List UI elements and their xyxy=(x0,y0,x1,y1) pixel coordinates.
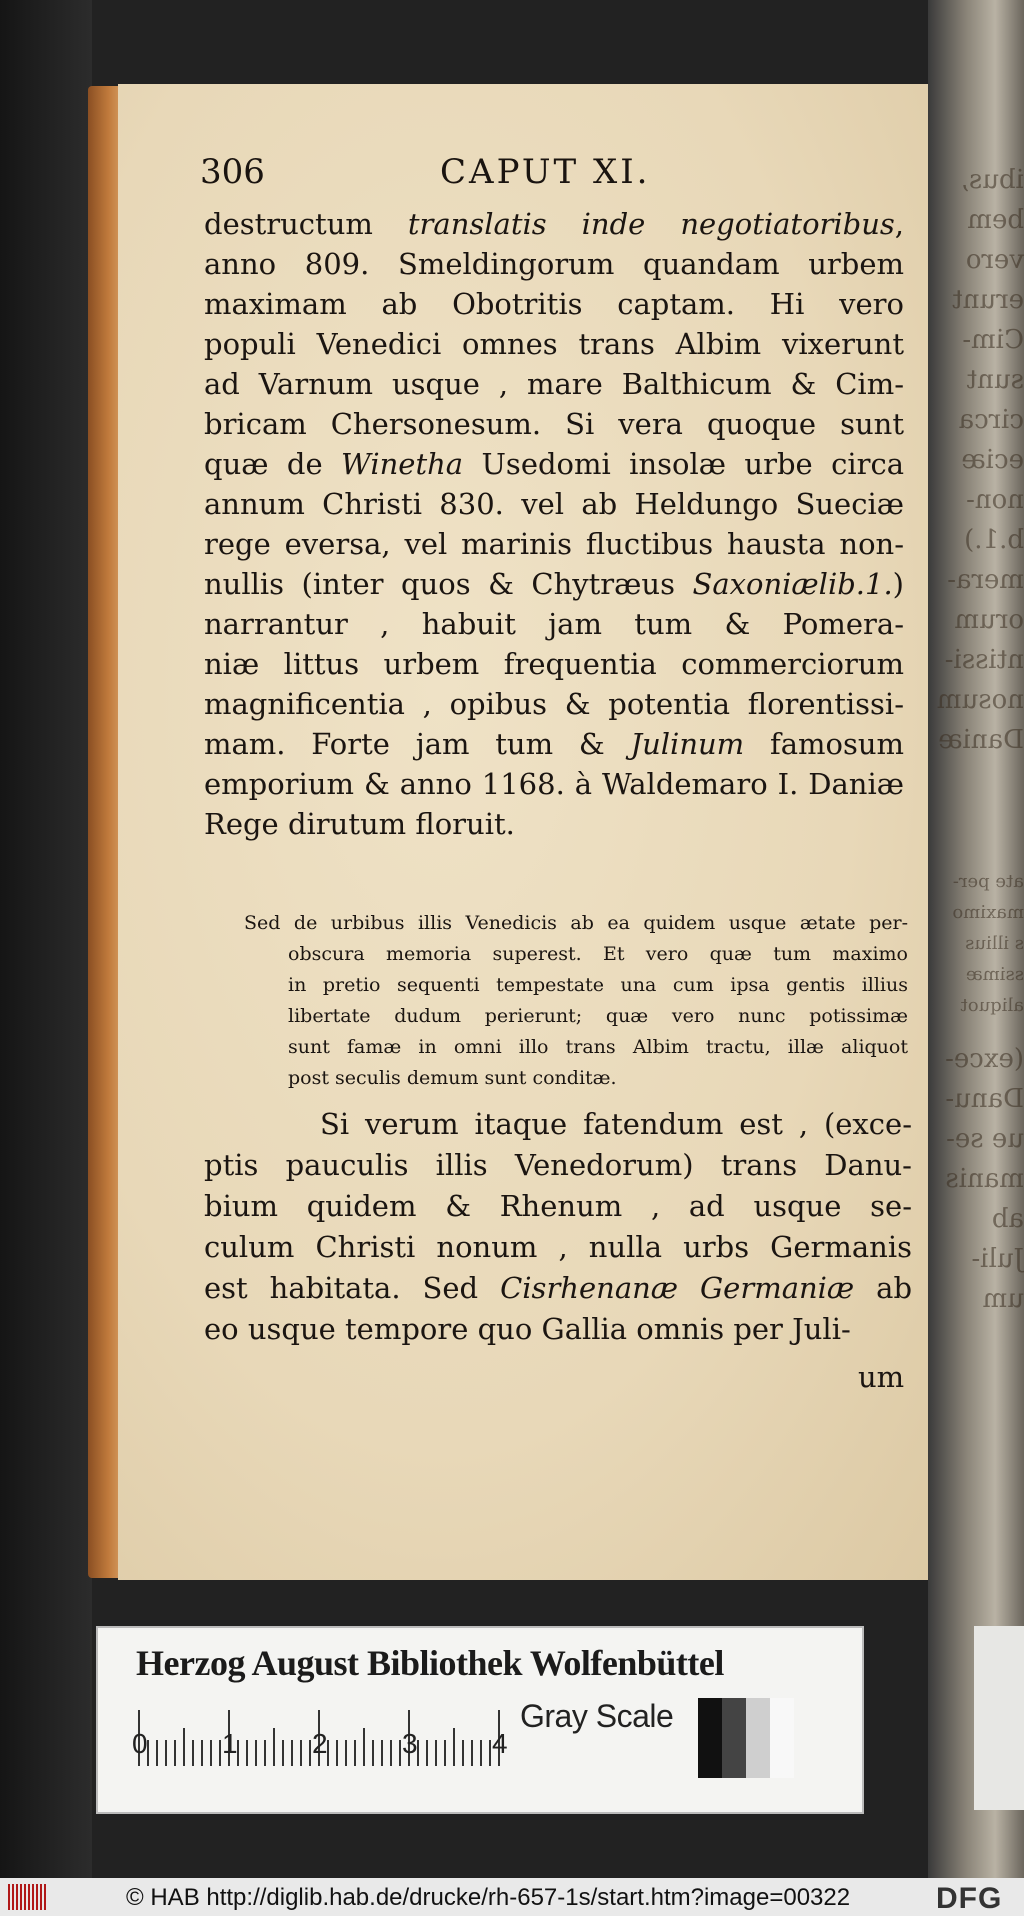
show-through-line: Danu- xyxy=(945,1084,1024,1114)
ruler-number: 2 xyxy=(312,1728,328,1759)
barcode-icon xyxy=(8,1884,48,1910)
show-through-line: Cim- xyxy=(962,325,1024,355)
gray-patch xyxy=(746,1698,770,1778)
show-through-line: maximo xyxy=(952,902,1024,923)
ruler-tick xyxy=(165,1740,167,1766)
main-paragraph xyxy=(204,204,904,844)
italic-text: Saxoniælib.1. xyxy=(692,567,893,601)
text-line xyxy=(204,1268,912,1309)
text-span: Rege dirutum floruit. xyxy=(204,807,515,841)
barcode-bar xyxy=(12,1884,14,1910)
page-header xyxy=(200,152,920,202)
ruler-tick xyxy=(219,1740,221,1766)
ruler-tick xyxy=(300,1740,302,1766)
text-span: ) xyxy=(892,567,904,601)
show-through-line: ab xyxy=(991,1204,1024,1234)
show-through-line: nosum xyxy=(936,685,1024,715)
text-line xyxy=(204,684,904,724)
barcode-bar xyxy=(36,1884,38,1910)
ruler-number: 0 xyxy=(132,1728,148,1759)
text-span: populi Venedici omnes trans Albim vixerunt xyxy=(204,327,904,361)
text-span: ad Varnum usque , mare Balthicum & Cim- xyxy=(204,367,904,401)
show-through-line: non- xyxy=(966,485,1024,515)
text-line xyxy=(204,724,904,764)
text-span: anno 809. Smeldingorum quandam urbem xyxy=(204,247,904,281)
text-line xyxy=(204,284,904,324)
text-span: annum Christi 830. vel ab Heldungo Sueciæ xyxy=(204,487,904,521)
text-span: mam. Forte jam tum & xyxy=(204,727,631,761)
text-span: ab xyxy=(854,1271,913,1305)
note-line: Sed de urbibus illis Venedicis ab ea quidem usque ætate per- xyxy=(244,912,908,934)
text-line xyxy=(204,1309,912,1350)
copyright-text[interactable]: © HAB http://diglib.hab.de/drucke/rh-657-1s/start.htm?image=00322 xyxy=(126,1884,851,1911)
show-through-line: ibus, xyxy=(960,165,1024,195)
text-line xyxy=(204,324,904,364)
italic-text: translatis inde negotiatoribus xyxy=(407,207,895,241)
show-through-line: erunt xyxy=(952,285,1024,315)
text-line xyxy=(204,484,904,524)
text-line xyxy=(204,444,904,484)
ruler-number: 4 xyxy=(492,1728,508,1759)
italic-text: Cisrhenanæ Germaniæ xyxy=(500,1271,855,1305)
text-span: quæ de xyxy=(204,447,342,481)
gray-scale-patches xyxy=(698,1698,794,1778)
footer-bar xyxy=(0,1878,1024,1916)
italic-text: Winetha xyxy=(341,447,464,481)
text-span: , xyxy=(894,207,905,241)
ruler-tick xyxy=(399,1740,401,1766)
ruler-tick xyxy=(462,1740,464,1766)
gray-patch xyxy=(770,1698,794,1778)
running-head: CAPUT XI. xyxy=(440,152,651,192)
show-through-line: ntissi- xyxy=(944,645,1024,675)
text-span: eo usque tempore quo Gallia omnis per Juli- xyxy=(204,1312,851,1346)
note-line: libertate dudum perierunt; quæ vero nunc potissimæ xyxy=(288,1005,908,1027)
ruler-tick xyxy=(489,1740,491,1766)
show-through-line: aliquot xyxy=(960,995,1024,1016)
text-line xyxy=(204,1104,912,1145)
show-through-line: bem xyxy=(967,205,1024,235)
ruler-tick xyxy=(381,1740,383,1766)
show-through-line: s illius xyxy=(965,933,1024,954)
page-number: 306 xyxy=(200,152,265,192)
text-line xyxy=(204,404,904,444)
show-through-line: (exce- xyxy=(945,1044,1024,1074)
ruler-number: 1 xyxy=(222,1728,238,1759)
scale-ruler xyxy=(138,1706,538,1766)
text-line xyxy=(204,1186,912,1227)
show-through-para2 xyxy=(934,1039,1024,1319)
ruler-tick xyxy=(192,1740,194,1766)
text-line xyxy=(204,804,904,844)
ruler-number: 3 xyxy=(402,1728,418,1759)
ruler-tick xyxy=(174,1740,176,1766)
barcode-bar xyxy=(40,1884,42,1910)
text-span: maximam ab Obotritis captam. Hi vero xyxy=(204,287,904,321)
show-through-line: Juli- xyxy=(971,1244,1024,1274)
barcode-bar xyxy=(8,1884,10,1910)
adjacent-reference-card xyxy=(974,1626,1024,1810)
show-through-line: manis xyxy=(945,1164,1024,1194)
ruler-tick xyxy=(426,1740,428,1766)
barcode-bar xyxy=(16,1884,18,1910)
show-through-line: sunt xyxy=(966,365,1024,395)
text-line xyxy=(204,604,904,644)
ruler-tick xyxy=(264,1740,266,1766)
show-through-line: b.1.) xyxy=(964,525,1024,555)
ruler-tick xyxy=(435,1740,437,1766)
dfg-logo: DFG xyxy=(936,1882,1003,1915)
text-line xyxy=(204,244,904,284)
second-paragraph xyxy=(204,1104,912,1350)
show-through-line: ate per- xyxy=(952,871,1024,892)
show-through-body xyxy=(934,160,1024,760)
show-through-line: orum xyxy=(954,605,1024,635)
text-line xyxy=(204,524,904,564)
gray-scale-label: Gray Scale xyxy=(520,1698,674,1734)
ruler-tick xyxy=(444,1740,446,1766)
ruler-tick xyxy=(273,1728,275,1766)
ruler-tick xyxy=(345,1740,347,1766)
note-line: in pretio sequenti tempestate una cum ipsa gentis illius xyxy=(288,974,908,996)
text-span: destructum xyxy=(204,207,408,241)
ruler-tick xyxy=(156,1740,158,1766)
text-span: Usedomi insolæ urbe circa xyxy=(463,447,904,481)
library-name: Herzog August Bibliothek Wolfenbüttel xyxy=(136,1643,724,1683)
color-reference-card xyxy=(96,1626,864,1814)
text-line xyxy=(204,204,904,244)
note-line: sunt famæ in omni illo trans Albim tractu, illæ aliquot xyxy=(288,1036,908,1058)
ruler-tick xyxy=(291,1740,293,1766)
gray-patch xyxy=(698,1698,722,1778)
text-span: magnificentia , opibus & potentia florentissi- xyxy=(204,687,904,721)
barcode-bar xyxy=(32,1884,34,1910)
ruler-tick xyxy=(336,1740,338,1766)
ruler-tick xyxy=(246,1740,248,1766)
text-line xyxy=(204,564,904,604)
show-through-line: Daniæ xyxy=(938,725,1024,755)
text-span: niæ littus urbem frequentia commerciorum xyxy=(204,647,904,681)
show-through-line: ue se- xyxy=(946,1124,1024,1154)
text-line xyxy=(204,364,904,404)
show-through-line: eciæ xyxy=(961,445,1024,475)
show-through-line: vero xyxy=(965,245,1024,275)
text-span: ptis pauculis illis Venedorum) trans Danu- xyxy=(204,1148,912,1182)
show-through-note xyxy=(934,866,1024,1021)
ruler-tick xyxy=(453,1728,455,1766)
text-span: bium quidem & Rhenum , ad usque se- xyxy=(204,1189,912,1223)
text-span: emporium & anno 1168. à Waldemaro I. Daniæ xyxy=(204,767,904,801)
ruler-tick xyxy=(390,1740,392,1766)
ruler-tick xyxy=(210,1740,212,1766)
text-line xyxy=(204,1227,912,1268)
note-line: obscura memoria superest. Et vero quæ tum maximo xyxy=(288,943,908,965)
ruler-tick xyxy=(471,1740,473,1766)
barcode-bar xyxy=(28,1884,30,1910)
ruler-tick xyxy=(183,1728,185,1766)
text-span: rege eversa, vel marinis fluctibus hausta non- xyxy=(204,527,904,561)
gray-patch xyxy=(722,1698,746,1778)
ruler-tick xyxy=(480,1740,482,1766)
show-through-text xyxy=(934,160,1024,1314)
ruler-tick xyxy=(255,1740,257,1766)
text-span: Si verum itaque fatendum est , (exce- xyxy=(320,1107,912,1141)
text-line xyxy=(204,764,904,804)
ruler-tick xyxy=(201,1740,203,1766)
text-line xyxy=(204,1145,912,1186)
text-span: culum Christi nonum , nulla urbs Germanis xyxy=(204,1230,912,1264)
show-through-line: um xyxy=(982,1284,1024,1314)
text-span: famosum xyxy=(744,727,904,761)
show-through-line: circa xyxy=(958,405,1024,435)
text-span: est habitata. Sed xyxy=(204,1271,501,1305)
text-span: narrantur , habuit jam tum & Pomera- xyxy=(204,607,904,641)
text-span: nullis (inter quos & Chytræus xyxy=(204,567,693,601)
note-line: post seculis demum sunt conditæ. xyxy=(288,1067,617,1089)
barcode-bar xyxy=(20,1884,22,1910)
page-edge xyxy=(88,86,122,1578)
footnote-paragraph xyxy=(244,908,908,1094)
italic-text: Julinum xyxy=(630,727,745,761)
text-span: bricam Chersonesum. Si vera quoque sunt xyxy=(204,407,904,441)
barcode-bar xyxy=(44,1884,46,1910)
show-through-line: mera- xyxy=(947,565,1024,595)
ruler-tick xyxy=(354,1740,356,1766)
barcode-bar xyxy=(24,1884,26,1910)
ruler-tick xyxy=(309,1740,311,1766)
ruler-tick xyxy=(282,1740,284,1766)
text-line xyxy=(204,644,904,684)
show-through-line: ssimæ xyxy=(965,964,1024,985)
ruler-tick xyxy=(372,1740,374,1766)
catchword: um xyxy=(858,1360,905,1394)
ruler-tick xyxy=(363,1728,365,1766)
gutter-shadow xyxy=(0,0,92,1878)
